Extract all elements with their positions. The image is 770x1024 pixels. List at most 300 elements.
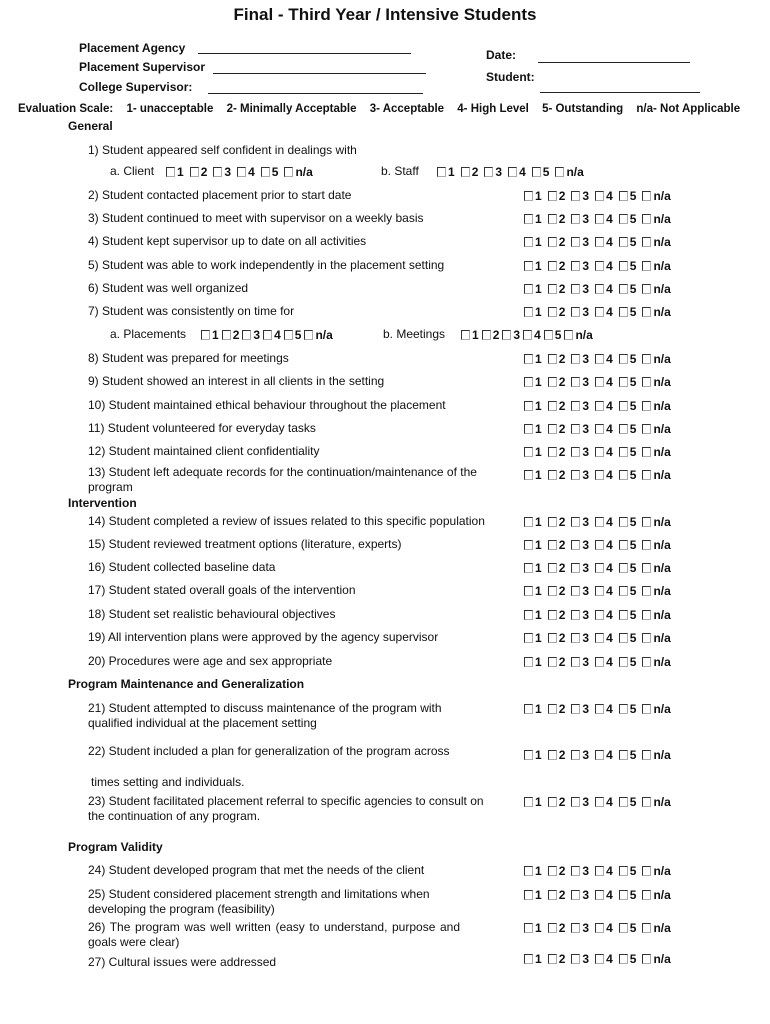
rating-option[interactable] [642, 399, 670, 413]
rating-option[interactable] [642, 235, 670, 249]
checkbox[interactable] [595, 377, 604, 387]
checkbox[interactable] [619, 657, 628, 667]
rating-option[interactable] [595, 795, 613, 809]
rating-option[interactable] [532, 165, 550, 179]
rating-option[interactable] [595, 608, 613, 622]
checkbox[interactable] [619, 354, 628, 364]
rating-option[interactable] [619, 189, 637, 203]
checkbox[interactable] [642, 191, 651, 201]
rating-option[interactable] [237, 165, 255, 179]
checkbox[interactable] [222, 330, 231, 340]
checkbox[interactable] [619, 237, 628, 247]
rating-option[interactable] [571, 189, 589, 203]
rating-option[interactable] [261, 165, 279, 179]
checkbox[interactable] [642, 540, 651, 550]
rating-option[interactable] [548, 189, 566, 203]
rating-option[interactable] [524, 952, 542, 966]
checkbox[interactable] [571, 797, 580, 807]
rating-option[interactable] [642, 189, 670, 203]
rating-option[interactable] [619, 515, 637, 529]
checkbox[interactable] [595, 704, 604, 714]
rating-option[interactable] [619, 235, 637, 249]
rating-option[interactable] [571, 864, 589, 878]
rating-option[interactable] [524, 748, 542, 762]
rating-option[interactable] [595, 445, 613, 459]
checkbox[interactable] [642, 704, 651, 714]
rating-option[interactable] [524, 864, 542, 878]
checkbox[interactable] [595, 890, 604, 900]
checkbox[interactable] [524, 191, 533, 201]
checkbox[interactable] [548, 750, 557, 760]
rating-option[interactable] [548, 921, 566, 935]
rating-option[interactable] [548, 445, 566, 459]
checkbox[interactable] [548, 923, 557, 933]
rating-option[interactable] [571, 235, 589, 249]
rating-option[interactable] [524, 655, 542, 669]
rating-option[interactable] [548, 305, 566, 319]
checkbox[interactable] [619, 586, 628, 596]
checkbox[interactable] [532, 167, 541, 177]
checkbox[interactable] [571, 191, 580, 201]
checkbox[interactable] [642, 470, 651, 480]
rating-option[interactable] [571, 468, 589, 482]
checkbox[interactable] [595, 237, 604, 247]
rating-option[interactable] [548, 608, 566, 622]
checkbox[interactable] [595, 563, 604, 573]
rating-option[interactable] [642, 282, 670, 296]
rating-option[interactable] [619, 399, 637, 413]
rating-option[interactable] [461, 165, 479, 179]
checkbox[interactable] [571, 377, 580, 387]
rating-option[interactable] [642, 608, 670, 622]
checkbox[interactable] [524, 237, 533, 247]
rating-option[interactable] [619, 655, 637, 669]
rating-option[interactable] [263, 328, 281, 342]
rating-option[interactable] [642, 864, 670, 878]
checkbox[interactable] [548, 517, 557, 527]
rating-option[interactable] [571, 608, 589, 622]
checkbox[interactable] [595, 797, 604, 807]
rating-option[interactable] [524, 921, 542, 935]
rating-option[interactable] [619, 702, 637, 716]
rating-option[interactable] [571, 445, 589, 459]
checkbox[interactable] [571, 586, 580, 596]
rating-option[interactable] [571, 655, 589, 669]
rating-option[interactable] [571, 212, 589, 226]
rating-option[interactable] [524, 631, 542, 645]
rating-option[interactable] [642, 538, 670, 552]
rating-option[interactable] [595, 259, 613, 273]
checkbox[interactable] [523, 330, 532, 340]
checkbox[interactable] [642, 657, 651, 667]
checkbox[interactable] [524, 517, 533, 527]
checkbox[interactable] [642, 586, 651, 596]
checkbox[interactable] [548, 307, 557, 317]
checkbox[interactable] [619, 470, 628, 480]
rating-option[interactable] [595, 282, 613, 296]
checkbox[interactable] [619, 424, 628, 434]
checkbox[interactable] [642, 866, 651, 876]
checkbox[interactable] [571, 890, 580, 900]
checkbox[interactable] [595, 470, 604, 480]
checkbox[interactable] [548, 633, 557, 643]
rating-option[interactable] [571, 584, 589, 598]
checkbox[interactable] [619, 214, 628, 224]
checkbox[interactable] [642, 447, 651, 457]
rating-option[interactable] [524, 702, 542, 716]
rating-option[interactable] [595, 399, 613, 413]
rating-option[interactable] [571, 305, 589, 319]
rating-option[interactable] [642, 212, 670, 226]
rating-option[interactable] [544, 328, 562, 342]
rating-option[interactable] [595, 515, 613, 529]
checkbox[interactable] [524, 354, 533, 364]
rating-option[interactable] [571, 352, 589, 366]
checkbox[interactable] [571, 214, 580, 224]
rating-option[interactable] [642, 748, 670, 762]
checkbox[interactable] [619, 633, 628, 643]
checkbox[interactable] [482, 330, 491, 340]
checkbox[interactable] [619, 377, 628, 387]
rating-option[interactable] [524, 422, 542, 436]
checkbox[interactable] [619, 517, 628, 527]
rating-option[interactable] [595, 748, 613, 762]
rating-option[interactable] [571, 399, 589, 413]
checkbox[interactable] [642, 424, 651, 434]
rating-option[interactable] [190, 165, 208, 179]
checkbox[interactable] [642, 633, 651, 643]
checkbox[interactable] [548, 954, 557, 964]
rating-option[interactable] [524, 561, 542, 575]
rating-option[interactable] [548, 561, 566, 575]
checkbox[interactable] [524, 633, 533, 643]
rating-option[interactable] [619, 631, 637, 645]
rating-option[interactable] [548, 631, 566, 645]
rating-option[interactable] [482, 328, 500, 342]
checkbox[interactable] [595, 866, 604, 876]
checkbox[interactable] [548, 447, 557, 457]
checkbox[interactable] [571, 923, 580, 933]
rating-option[interactable] [642, 305, 670, 319]
checkbox[interactable] [524, 704, 533, 714]
checkbox[interactable] [595, 586, 604, 596]
rating-option[interactable] [508, 165, 526, 179]
rating-option[interactable] [619, 305, 637, 319]
checkbox[interactable] [619, 890, 628, 900]
checkbox[interactable] [571, 540, 580, 550]
rating-option[interactable] [619, 561, 637, 575]
checkbox[interactable] [524, 923, 533, 933]
checkbox[interactable] [642, 284, 651, 294]
rating-option[interactable] [524, 375, 542, 389]
rating-option[interactable] [524, 189, 542, 203]
rating-option[interactable] [524, 305, 542, 319]
rating-option[interactable] [524, 538, 542, 552]
rating-option[interactable] [548, 235, 566, 249]
checkbox[interactable] [595, 261, 604, 271]
rating-option[interactable] [548, 888, 566, 902]
checkbox[interactable] [595, 354, 604, 364]
rating-option[interactable] [524, 515, 542, 529]
rating-option[interactable] [619, 445, 637, 459]
checkbox[interactable] [595, 923, 604, 933]
checkbox[interactable] [595, 517, 604, 527]
checkbox[interactable] [524, 954, 533, 964]
checkbox[interactable] [619, 401, 628, 411]
rating-option[interactable] [642, 921, 670, 935]
rating-option[interactable] [595, 305, 613, 319]
checkbox[interactable] [548, 890, 557, 900]
checkbox[interactable] [237, 167, 246, 177]
rating-option[interactable] [619, 352, 637, 366]
checkbox[interactable] [548, 284, 557, 294]
checkbox[interactable] [619, 540, 628, 550]
checkbox[interactable] [524, 610, 533, 620]
checkbox[interactable] [619, 954, 628, 964]
checkbox[interactable] [619, 750, 628, 760]
checkbox[interactable] [548, 377, 557, 387]
rating-option[interactable] [619, 375, 637, 389]
rating-option[interactable] [642, 445, 670, 459]
rating-option[interactable] [524, 468, 542, 482]
checkbox[interactable] [571, 401, 580, 411]
rating-option[interactable] [555, 165, 583, 179]
rating-option[interactable] [595, 584, 613, 598]
rating-option[interactable] [571, 921, 589, 935]
rating-option[interactable] [619, 212, 637, 226]
rating-option[interactable] [548, 538, 566, 552]
rating-option[interactable] [524, 259, 542, 273]
checkbox[interactable] [484, 167, 493, 177]
checkbox[interactable] [548, 261, 557, 271]
rating-option[interactable] [642, 702, 670, 716]
checkbox[interactable] [642, 307, 651, 317]
rating-option[interactable] [571, 888, 589, 902]
checkbox[interactable] [642, 517, 651, 527]
checkbox[interactable] [619, 191, 628, 201]
checkbox[interactable] [548, 424, 557, 434]
rating-option[interactable] [642, 888, 670, 902]
checkbox[interactable] [461, 330, 470, 340]
checkbox[interactable] [619, 261, 628, 271]
rating-option[interactable] [548, 515, 566, 529]
rating-option[interactable] [571, 952, 589, 966]
checkbox[interactable] [524, 424, 533, 434]
checkbox[interactable] [642, 401, 651, 411]
rating-option[interactable] [595, 864, 613, 878]
checkbox[interactable] [642, 923, 651, 933]
checkbox[interactable] [548, 214, 557, 224]
rating-option[interactable] [437, 165, 455, 179]
checkbox[interactable] [524, 261, 533, 271]
rating-option[interactable] [213, 165, 231, 179]
checkbox[interactable] [619, 307, 628, 317]
checkbox[interactable] [555, 167, 564, 177]
rating-option[interactable] [595, 468, 613, 482]
checkbox[interactable] [571, 750, 580, 760]
rating-option[interactable] [548, 399, 566, 413]
rating-option[interactable] [571, 795, 589, 809]
checkbox[interactable] [595, 284, 604, 294]
checkbox[interactable] [595, 401, 604, 411]
checkbox[interactable] [619, 923, 628, 933]
checkbox[interactable] [619, 284, 628, 294]
rating-option[interactable] [642, 422, 670, 436]
checkbox[interactable] [571, 610, 580, 620]
checkbox[interactable] [642, 750, 651, 760]
checkbox[interactable] [548, 610, 557, 620]
checkbox[interactable] [263, 330, 272, 340]
rating-option[interactable] [502, 328, 520, 342]
checkbox[interactable] [595, 657, 604, 667]
rating-option[interactable] [284, 328, 302, 342]
rating-option[interactable] [548, 422, 566, 436]
checkbox[interactable] [524, 797, 533, 807]
checkbox[interactable] [619, 866, 628, 876]
checkbox[interactable] [524, 470, 533, 480]
checkbox[interactable] [544, 330, 553, 340]
rating-option[interactable] [642, 259, 670, 273]
checkbox[interactable] [190, 167, 199, 177]
checkbox[interactable] [642, 563, 651, 573]
checkbox[interactable] [548, 704, 557, 714]
rating-option[interactable] [595, 235, 613, 249]
checkbox[interactable] [524, 866, 533, 876]
rating-option[interactable] [571, 561, 589, 575]
rating-option[interactable] [642, 352, 670, 366]
rating-option[interactable] [571, 259, 589, 273]
checkbox[interactable] [571, 307, 580, 317]
checkbox[interactable] [524, 540, 533, 550]
checkbox[interactable] [242, 330, 251, 340]
checkbox[interactable] [548, 563, 557, 573]
rating-option[interactable] [524, 352, 542, 366]
rating-option[interactable] [524, 399, 542, 413]
rating-option[interactable] [595, 189, 613, 203]
rating-option[interactable] [524, 608, 542, 622]
checkbox[interactable] [524, 657, 533, 667]
checkbox[interactable] [524, 890, 533, 900]
checkbox[interactable] [524, 750, 533, 760]
rating-option[interactable] [524, 212, 542, 226]
rating-option[interactable] [222, 328, 240, 342]
checkbox[interactable] [166, 167, 175, 177]
checkbox[interactable] [548, 797, 557, 807]
checkbox[interactable] [642, 261, 651, 271]
checkbox[interactable] [548, 470, 557, 480]
rating-option[interactable] [595, 655, 613, 669]
rating-option[interactable] [242, 328, 260, 342]
rating-option[interactable] [571, 748, 589, 762]
checkbox[interactable] [595, 191, 604, 201]
checkbox[interactable] [642, 890, 651, 900]
checkbox[interactable] [571, 237, 580, 247]
checkbox[interactable] [524, 377, 533, 387]
checkbox[interactable] [642, 354, 651, 364]
rating-option[interactable] [548, 655, 566, 669]
rating-option[interactable] [619, 259, 637, 273]
rating-option[interactable] [571, 375, 589, 389]
checkbox[interactable] [571, 633, 580, 643]
rating-option[interactable] [642, 561, 670, 575]
checkbox[interactable] [619, 610, 628, 620]
rating-option[interactable] [595, 375, 613, 389]
rating-option[interactable] [548, 702, 566, 716]
rating-option[interactable] [461, 328, 479, 342]
rating-option[interactable] [524, 235, 542, 249]
checkbox[interactable] [571, 657, 580, 667]
rating-option[interactable] [571, 631, 589, 645]
rating-option[interactable] [548, 584, 566, 598]
checkbox[interactable] [502, 330, 511, 340]
checkbox[interactable] [595, 540, 604, 550]
rating-option[interactable] [571, 538, 589, 552]
rating-option[interactable] [548, 352, 566, 366]
rating-option[interactable] [571, 702, 589, 716]
rating-option[interactable] [523, 328, 541, 342]
rating-option[interactable] [524, 282, 542, 296]
checkbox[interactable] [595, 750, 604, 760]
rating-option[interactable] [619, 608, 637, 622]
rating-option[interactable] [642, 631, 670, 645]
rating-option[interactable] [619, 282, 637, 296]
checkbox[interactable] [642, 954, 651, 964]
rating-option[interactable] [595, 921, 613, 935]
checkbox[interactable] [261, 167, 270, 177]
checkbox[interactable] [548, 866, 557, 876]
checkbox[interactable] [571, 354, 580, 364]
checkbox[interactable] [595, 307, 604, 317]
rating-option[interactable] [548, 468, 566, 482]
rating-option[interactable] [595, 212, 613, 226]
checkbox[interactable] [524, 586, 533, 596]
checkbox[interactable] [571, 470, 580, 480]
rating-option[interactable] [548, 952, 566, 966]
checkbox[interactable] [619, 563, 628, 573]
rating-option[interactable] [548, 748, 566, 762]
rating-option[interactable] [564, 328, 592, 342]
rating-option[interactable] [595, 631, 613, 645]
checkbox[interactable] [213, 167, 222, 177]
rating-option[interactable] [595, 352, 613, 366]
placement-agency-field[interactable] [198, 53, 411, 54]
placement-supervisor-field[interactable] [213, 73, 426, 74]
checkbox[interactable] [595, 610, 604, 620]
rating-option[interactable] [524, 795, 542, 809]
checkbox[interactable] [548, 191, 557, 201]
rating-option[interactable] [595, 888, 613, 902]
checkbox[interactable] [595, 424, 604, 434]
rating-option[interactable] [524, 445, 542, 459]
checkbox[interactable] [595, 954, 604, 964]
checkbox[interactable] [619, 447, 628, 457]
rating-option[interactable] [619, 864, 637, 878]
checkbox[interactable] [595, 633, 604, 643]
rating-option[interactable] [548, 795, 566, 809]
rating-option[interactable] [619, 538, 637, 552]
rating-option[interactable] [595, 538, 613, 552]
checkbox[interactable] [642, 237, 651, 247]
rating-option[interactable] [642, 375, 670, 389]
rating-option[interactable] [619, 468, 637, 482]
checkbox[interactable] [571, 517, 580, 527]
checkbox[interactable] [524, 563, 533, 573]
rating-option[interactable] [304, 328, 332, 342]
checkbox[interactable] [201, 330, 210, 340]
checkbox[interactable] [642, 214, 651, 224]
rating-option[interactable] [548, 259, 566, 273]
rating-option[interactable] [619, 748, 637, 762]
